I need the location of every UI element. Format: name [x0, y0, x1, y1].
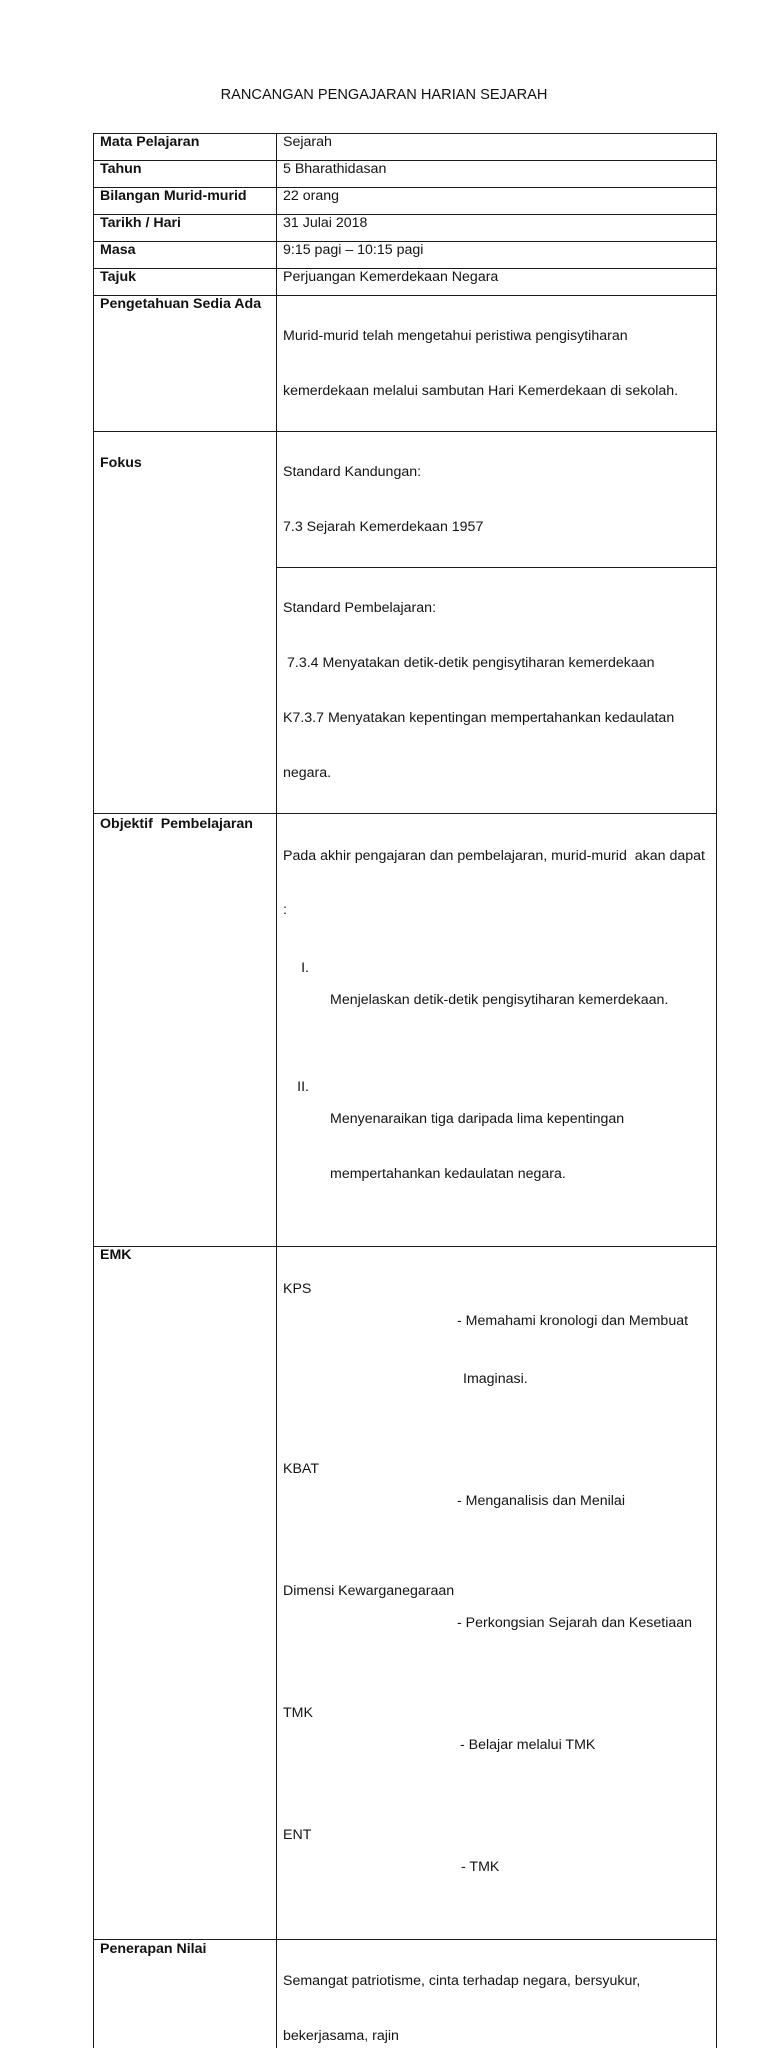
- row-label: Penerapan Nilai: [94, 1940, 277, 2048]
- emk-value: [457, 1461, 710, 1551]
- table-row-pengetahuan: [94, 296, 717, 432]
- text-line: Murid-murid telah mengetahui peristiwa pengisytiharan: [283, 328, 710, 344]
- text-line: - Perkongsian Sejarah dan Kesetiaan: [457, 1615, 710, 1631]
- text-line: 7.3 Sejarah Kemerdekaan 1957: [283, 519, 710, 535]
- text-line: - Menganalisis dan Menilai: [457, 1493, 710, 1509]
- table-row-masa: [94, 242, 717, 269]
- row-label: Fokus: [94, 432, 277, 814]
- standard-kandungan-cell: [277, 432, 717, 568]
- text-line: - Belajar melalui TMK: [457, 1737, 710, 1753]
- standard-pembelajaran-cell: [277, 568, 717, 814]
- text-line: Semangat patriotisme, cinta terhadap negara, bersyukur,: [283, 1973, 710, 1989]
- row-label: Objektif Pembelajaran: [94, 814, 277, 1247]
- text-line: K7.3.7 Menyatakan kepentingan mempertahankan kedaulatan: [283, 710, 710, 726]
- row-value: Sejarah: [277, 134, 717, 161]
- row-label: Mata Pelajaran: [94, 134, 277, 161]
- emk-value: [457, 1281, 710, 1429]
- table-row-bilangan-murid: [94, 188, 717, 215]
- row-value: 9:15 pagi – 10:15 pagi: [277, 242, 717, 269]
- list-item-text: [330, 960, 710, 1047]
- text-line: Pada akhir pengajaran dan pembelajaran, murid-murid akan dapat: [283, 848, 710, 864]
- row-label: Tajuk: [94, 269, 277, 296]
- section-heading: Standard Pembelajaran:: [283, 600, 710, 616]
- row-label: Pengetahuan Sedia Ada: [94, 296, 277, 432]
- row-label: EMK: [94, 1247, 277, 1940]
- text-line: :: [283, 902, 710, 918]
- row-value: [277, 296, 717, 432]
- emk-key: TMK: [283, 1705, 457, 1795]
- row-value: 31 Julai 2018: [277, 215, 717, 242]
- text-line: Menyenaraikan tiga daripada lima kepentingan: [330, 1111, 710, 1127]
- row-value: [277, 1940, 717, 2048]
- emk-key: ENT: [283, 1827, 457, 1907]
- text-line: - Memahami kronologi dan Membuat: [457, 1313, 710, 1329]
- list-item-text: [330, 1079, 710, 1214]
- emk-key: KPS: [283, 1281, 457, 1429]
- text-line: negara.: [283, 765, 710, 781]
- document-title: RANCANGAN PENGAJARAN HARIAN SEJARAH: [0, 87, 768, 103]
- text-line: kemerdekaan melalui sambutan Hari Kemerdekaan di sekolah.: [283, 383, 710, 399]
- emk-entry: [283, 1827, 710, 1907]
- row-value: [277, 1247, 717, 1940]
- emk-value: [457, 1583, 710, 1673]
- table-row-tahun: [94, 161, 717, 188]
- text-line: mempertahankan kedaulatan negara.: [330, 1166, 710, 1182]
- text-line: Menjelaskan detik-detik pengisytiharan kemerdekaan.: [330, 992, 710, 1008]
- list-item: [283, 1079, 710, 1214]
- list-marker: I.: [283, 960, 309, 1047]
- table-row-emk: [94, 1247, 717, 1940]
- emk-key: KBAT: [283, 1461, 457, 1551]
- text-line: Imaginasi.: [457, 1371, 710, 1387]
- lesson-plan-table: [93, 133, 717, 2048]
- table-row-tajuk: [94, 269, 717, 296]
- row-value: 5 Bharathidasan: [277, 161, 717, 188]
- row-label: Tarikh / Hari: [94, 215, 277, 242]
- emk-entry: [283, 1583, 710, 1673]
- row-label: Bilangan Murid-murid: [94, 188, 277, 215]
- table-row-objektif: [94, 814, 717, 1247]
- row-value: 22 orang: [277, 188, 717, 215]
- table-row-nilai: [94, 1940, 717, 2048]
- list-item: [283, 960, 710, 1047]
- table-row-mata-pelajaran: [94, 134, 717, 161]
- emk-value: [457, 1827, 710, 1907]
- text-line: 7.3.4 Menyatakan detik-detik pengisytiharan kemerdekaan: [283, 655, 710, 671]
- text-line: bekerjasama, rajin: [283, 2028, 710, 2044]
- row-value: [277, 814, 717, 1247]
- row-label: Masa: [94, 242, 277, 269]
- emk-entry: [283, 1281, 710, 1429]
- table-row-fokus: [94, 432, 717, 568]
- row-label: Tahun: [94, 161, 277, 188]
- list-marker: II.: [283, 1079, 309, 1214]
- row-value: Perjuangan Kemerdekaan Negara: [277, 269, 717, 296]
- emk-key: Dimensi Kewarganegaraan: [283, 1583, 457, 1673]
- section-heading: Standard Kandungan:: [283, 464, 710, 480]
- text-line: - TMK: [457, 1859, 710, 1875]
- emk-entry: [283, 1461, 710, 1551]
- emk-value: [457, 1705, 710, 1795]
- emk-entry: [283, 1705, 710, 1795]
- table-row-tarikh: [94, 215, 717, 242]
